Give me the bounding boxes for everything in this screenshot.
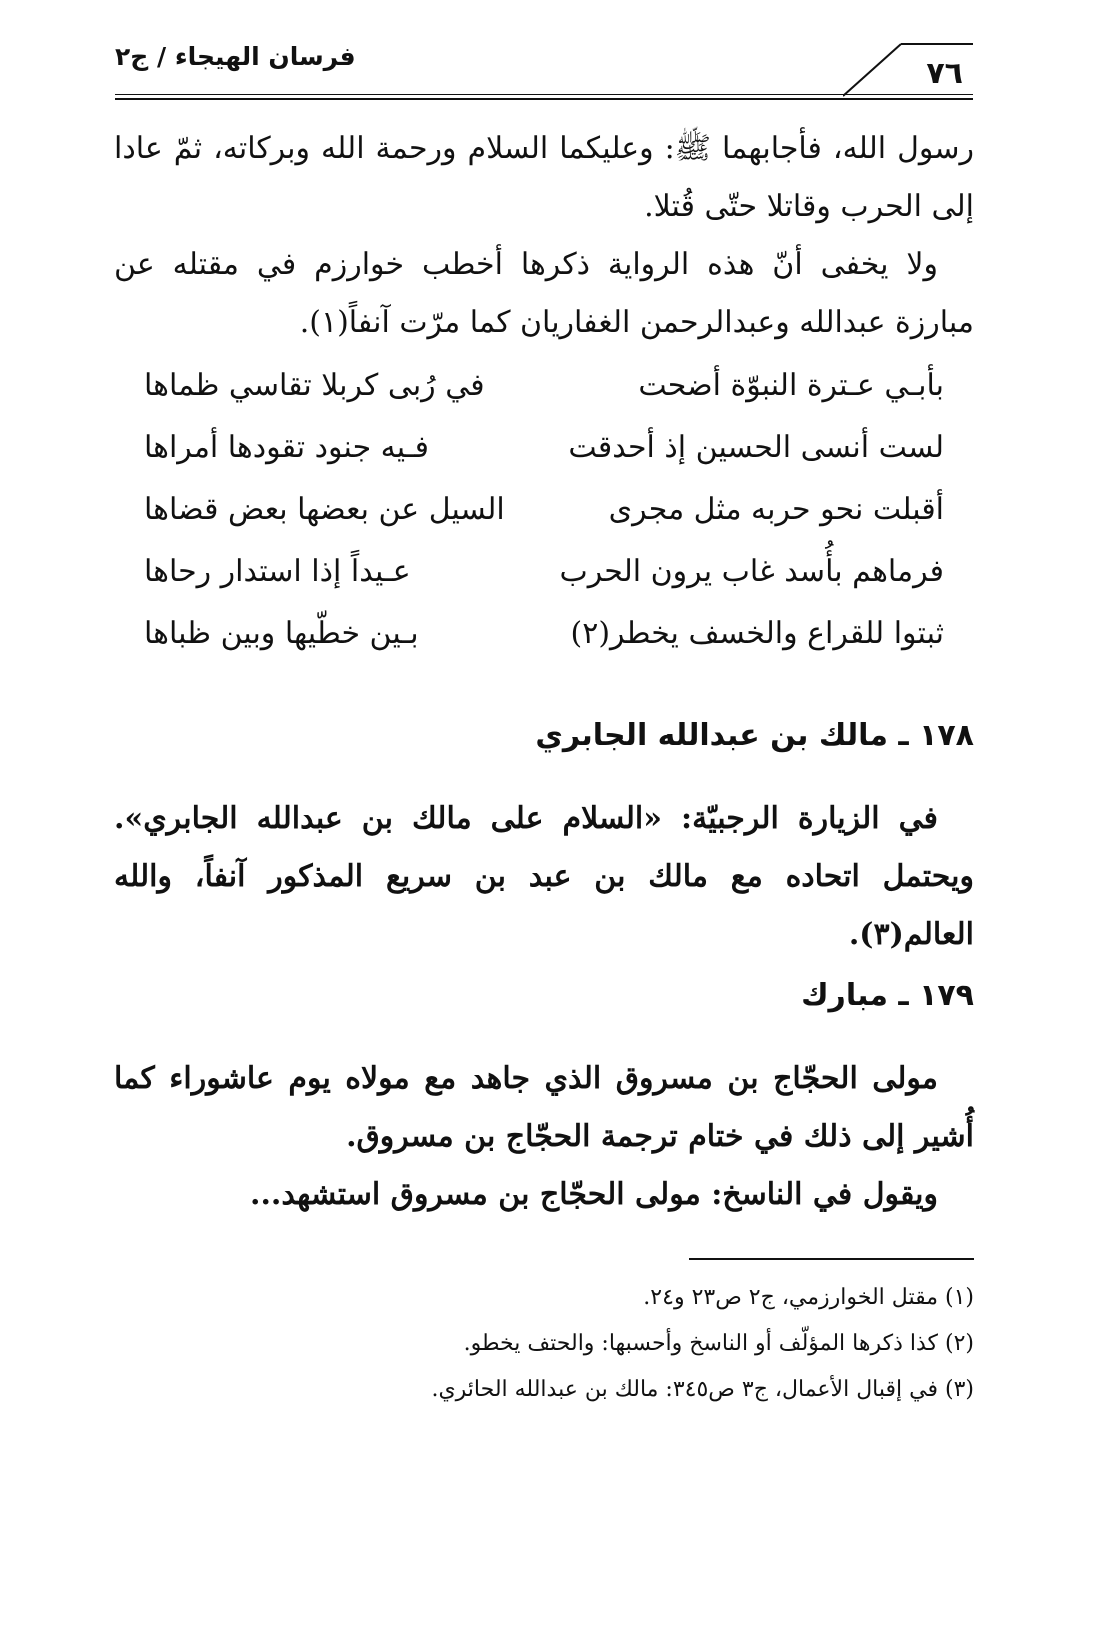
poem-verse <box>144 479 944 541</box>
page-header <box>115 38 973 100</box>
intro-paragraph-1: رسول الله، فأجابهما ﷺ: وعليكما السلام ورحمة الله وبركاته، ثمّ عادا إلى الحرب وقاتلا حتّى قُتلا. <box>114 131 974 224</box>
verse-first-hemistich: بأبـي عـترة النبوّة أضحت <box>638 368 944 403</box>
verse-second-hemistich: فـيه جنود تقودها أمراها <box>144 430 429 465</box>
header-rule <box>115 98 973 100</box>
footnote-2: (٢) كذا ذكرها المؤلّف أو الناسخ وأحسبها: والحتف يخطو. <box>463 1331 974 1356</box>
footnote-separator <box>689 1258 974 1260</box>
verse-second-hemistich: السيل عن بعضها بعض قضاها <box>144 492 505 527</box>
section-179-paragraph-2: ويقول في الناسخ: مولى الحجّاج بن مسروق استشهد... <box>250 1177 938 1212</box>
section-178-paragraph: في الزيارة الرجبيّة: «السلام على مالك بن عبدالله الجابري». ويحتمل اتحاده مع مالك بن عبد بن سريع المذكور آنفاً، والله العالم(٣). <box>114 801 974 952</box>
section-179-paragraph-1: مولى الحجّاج بن مسروق الذي جاهد مع مولاه يوم عاشوراء كما أُشير إلى ذلك في ختام ترجمة الحجّاج بن مسروق. <box>114 1061 974 1154</box>
section-179-heading: ١٧٩ ـ مبارك <box>801 978 974 1013</box>
verse-second-hemistich: في رُبى كربلا تقاسي ظماها <box>144 368 485 403</box>
header-rule-thin <box>115 94 973 95</box>
intro-text <box>114 120 974 352</box>
verse-first-hemistich: أقبلت نحو حربه مثل مجرى <box>608 492 944 527</box>
verse-first-hemistich: ثبتوا للقراع والخسف يخطر(٢) <box>570 616 944 651</box>
verse-second-hemistich: بـين خطّيها وبين ظباها <box>144 616 419 651</box>
poem-verse <box>144 417 944 479</box>
footnotes <box>114 1275 974 1413</box>
section-179-text <box>114 1050 974 1224</box>
verse-first-hemistich: لست أنسى الحسين إذ أحدقت <box>568 430 944 465</box>
poem-verse <box>144 541 944 603</box>
verse-first-hemistich: فرماهم بأُسد غاب يرون الحرب <box>559 554 944 589</box>
poem <box>144 355 944 665</box>
page-number: ٧٦ <box>926 56 963 91</box>
section-178-heading: ١٧٨ ـ مالك بن عبدالله الجابري <box>535 718 974 753</box>
verse-second-hemistich: عـيداً إذا استدار رحاها <box>144 554 411 589</box>
running-title: فرسان الهيجاء / ج٢ <box>115 42 356 71</box>
poem-verse <box>144 603 944 665</box>
footnote-3: (٣) في إقبال الأعمال، ج٣ ص٣٤٥: مالك بن عبدالله الحائري. <box>431 1377 974 1402</box>
footnote-1: (١) مقتل الخوارزمي، ج٢ ص٢٣ و٢٤. <box>643 1285 974 1310</box>
section-178-text <box>114 790 974 964</box>
intro-paragraph-2: ولا يخفى أنّ هذه الرواية ذكرها أخطب خوارزم في مقتله عن مبارزة عبدالله وعبدالرحمن الغفاريان كما مرّت آنفاً(١). <box>114 247 974 340</box>
poem-verse <box>144 355 944 417</box>
